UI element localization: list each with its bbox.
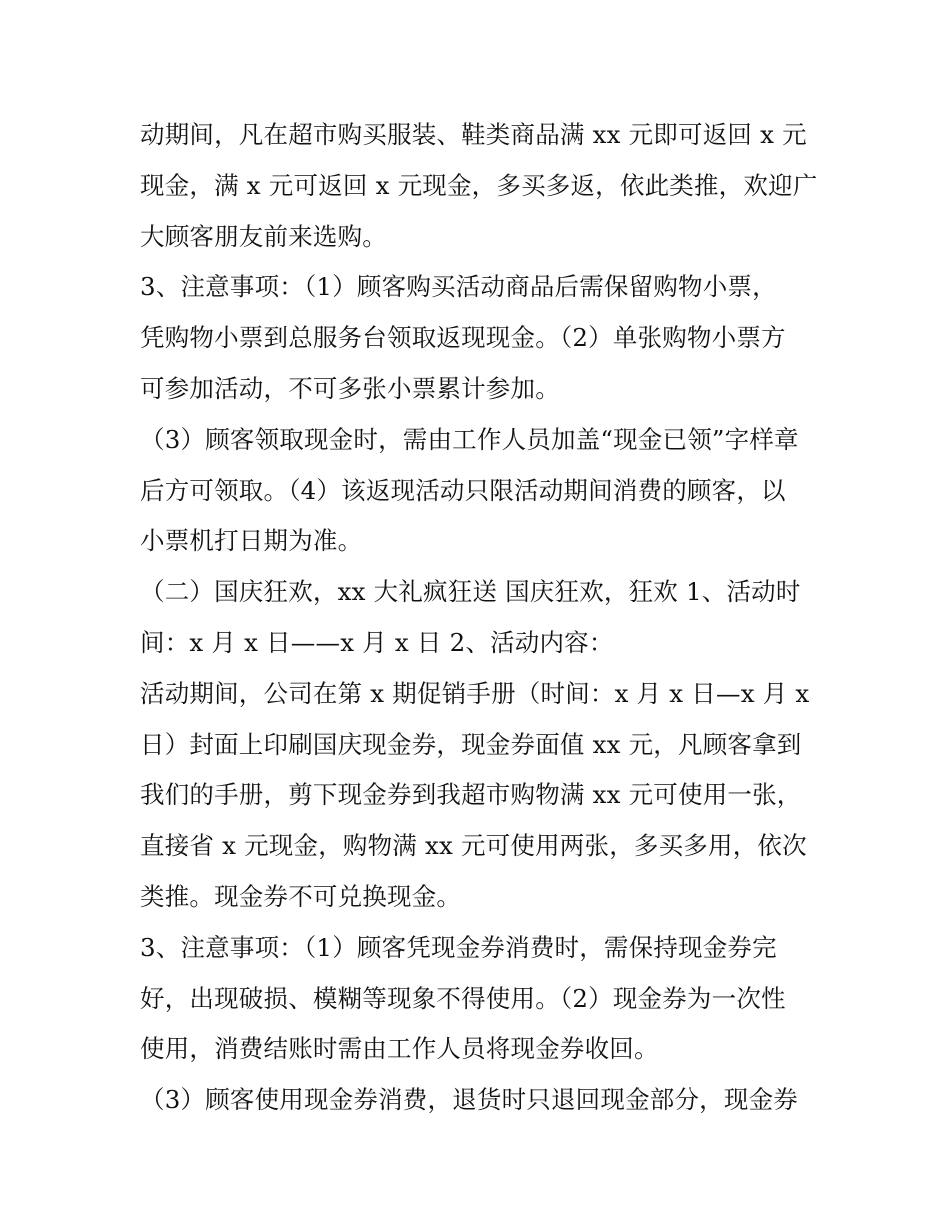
text-line-20: （3）顾客使用现金券消费，退货时只退回现金部分，现金券 <box>140 1085 798 1115</box>
text-line-1: 动期间，凡在超市购买服装、鞋类商品满 xx 元即可返回 x 元 <box>140 120 807 149</box>
text-line-11: 间：x 月 x 日——x 月 x 日 2、活动内容： <box>140 627 614 657</box>
text-line-18: 好，出现破损、模糊等现象不得使用。（2）现金券为一次性 <box>140 983 786 1013</box>
text-line-6: 可参加活动，不可多张小票累计参加。 <box>140 373 560 403</box>
text-line-16: 类推。现金券不可兑换现金。 <box>140 881 462 911</box>
text-line-17: 3、注意事项：（1）顾客凭现金券消费时，需保持现金券完 <box>140 932 777 962</box>
text-line-5: 凭购物小票到总服务台领取返现现金。（2）单张购物小票方 <box>140 323 786 353</box>
text-line-4: 3、注意事项：（1）顾客购买活动商品后需保留购物小票， <box>140 272 777 302</box>
text-line-15: 直接省 x 元现金，购物满 xx 元可使用两张，多买多用，依次 <box>140 831 807 861</box>
text-line-7: （3）顾客领取现金时，需由工作人员加盖“现金已领”字样章 <box>140 424 799 454</box>
text-line-2: 现金，满 x 元可返回 x 元现金，多买多返，依此类推，欢迎广 <box>140 170 818 200</box>
text-line-3: 大顾客朋友前来选购。 <box>140 221 387 251</box>
text-line-13: 日）封面上印刷国庆现金券，现金券面值 xx 元，凡顾客拿到 <box>140 729 802 759</box>
text-line-10: （二）国庆狂欢，xx 大礼疯狂送 国庆狂欢，狂欢 1、活动时 <box>140 577 801 607</box>
text-line-12: 活动期间，公司在第 x 期促销手册（时间：x 月 x 日—x 月 x <box>140 678 810 708</box>
text-line-9: 小票机打日期为准。 <box>140 526 363 556</box>
document-body <box>140 110 840 1126</box>
text-line-8: 后方可领取。（4）该返现活动只限活动期间消费的顾客，以 <box>140 475 786 505</box>
text-line-19: 使用，消费结账时需由工作人员将现金券收回。 <box>140 1034 659 1064</box>
text-line-14: 我们的手册，剪下现金券到我超市购物满 xx 元可使用一张， <box>140 780 802 810</box>
